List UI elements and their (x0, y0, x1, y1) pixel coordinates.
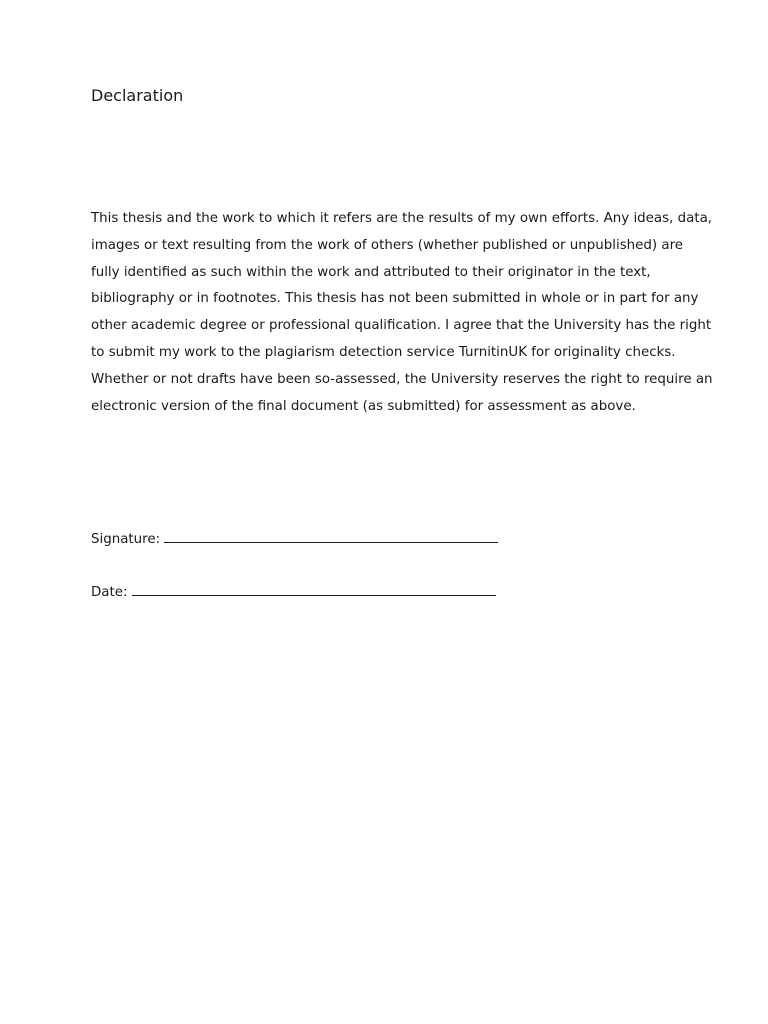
signature-line (164, 528, 498, 543)
paragraph-line: to submit my work to the plagiarism detection service TurnitinUK for originality checks. (91, 344, 676, 360)
paragraph-line: Whether or not drafts have been so-assessed, the University reserves the right to require an (91, 371, 713, 387)
date-row (91, 581, 496, 603)
paragraph-line: electronic version of the final document (as submitted) for assessment as above. (91, 398, 636, 414)
paragraph-line: This thesis and the work to which it refers are the results of my own efforts. Any ideas, data, (91, 211, 713, 226)
page-title: Declaration (91, 86, 184, 105)
paragraph-line: images or text resulting from the work of others (whether published or unpublished) are (91, 237, 684, 253)
signature-label: Signature: (91, 532, 161, 547)
paragraph-line: fully identified as such within the work and attributed to their originator in the text, (91, 264, 651, 280)
date-label: Date: (91, 585, 128, 600)
paragraph-line: bibliography or in footnotes. This thesis has not been submitted in whole or in part for any (91, 291, 699, 307)
date-line (132, 581, 496, 596)
declaration-paragraph (91, 208, 713, 422)
paragraph-line: other academic degree or professional qualification. I agree that the University has the right (91, 318, 712, 334)
signature-row (91, 528, 498, 550)
